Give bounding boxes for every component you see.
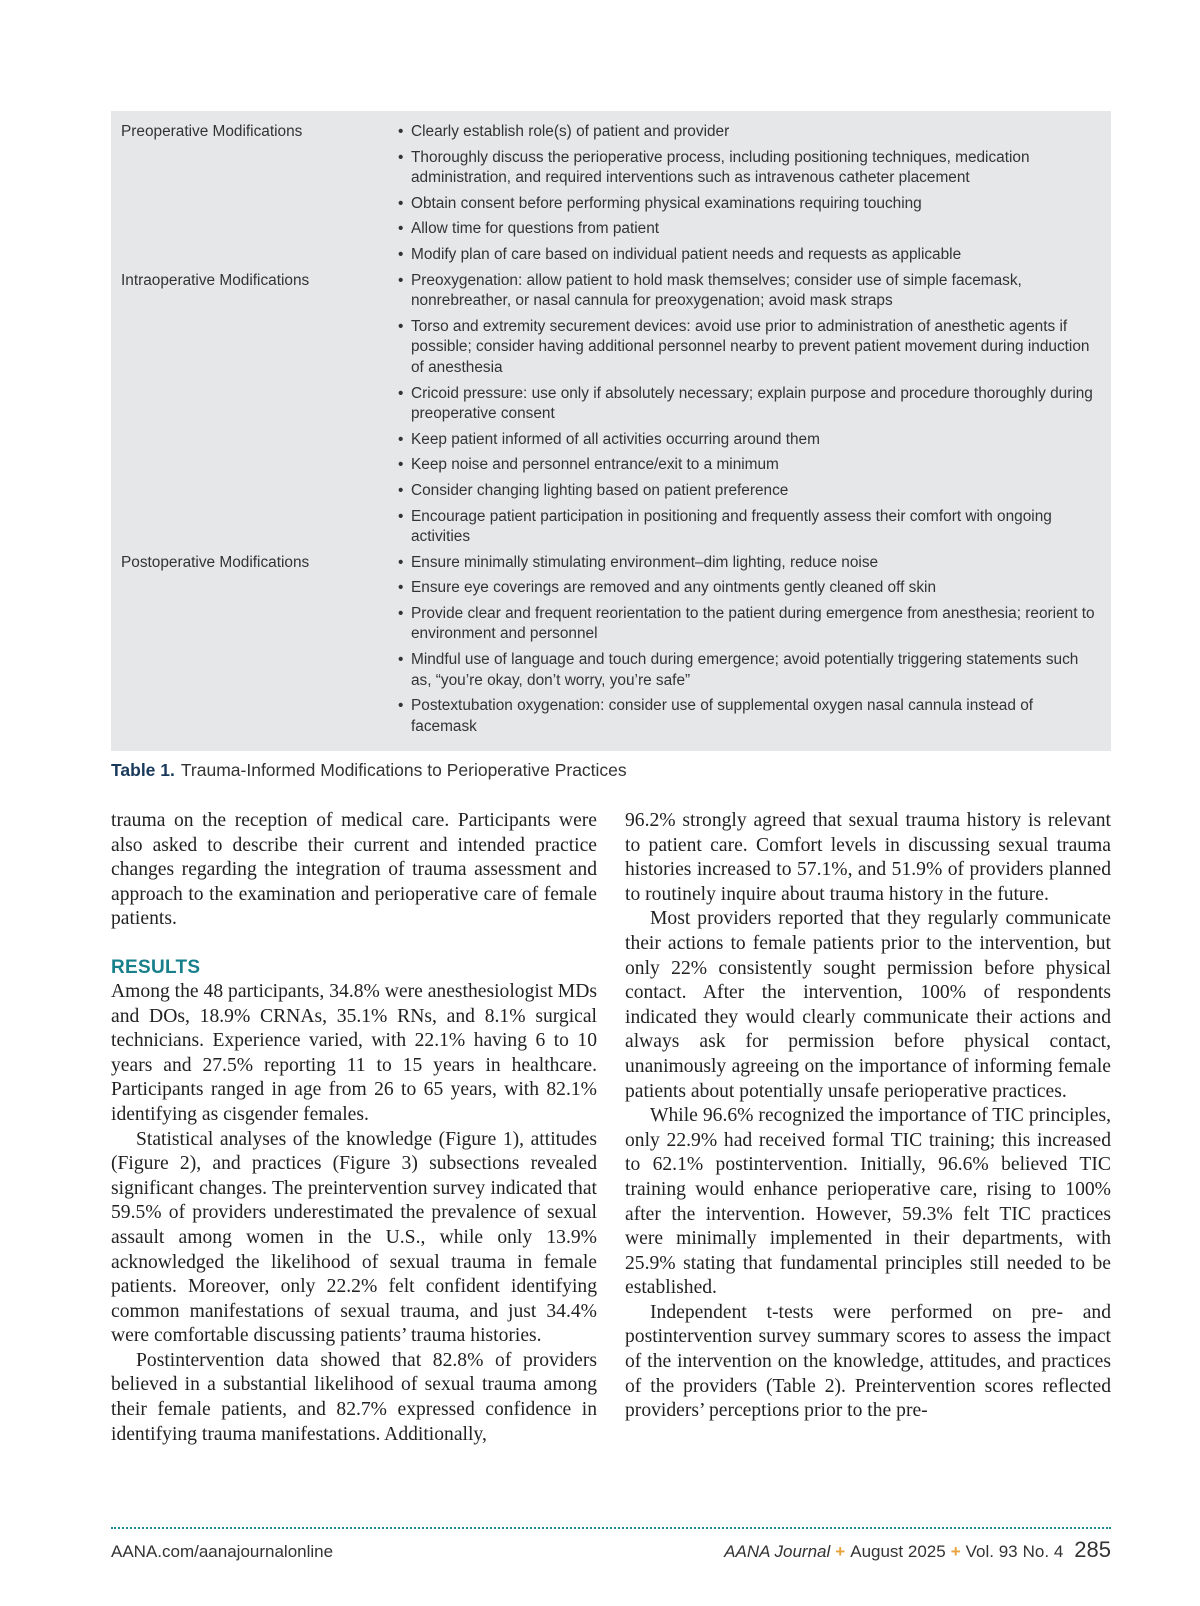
table-item: • Cricoid pressure: use only if absolutely necessary; explain purpose and procedure thoroughly during preoperative consent — [398, 384, 1093, 423]
table-item: • Thoroughly discuss the perioperative process, including positioning techniques, medication administration, and required interventions such as intravenous catheter placement — [398, 148, 1030, 187]
modifications-table — [111, 111, 1111, 751]
paragraph: Among the 48 participants, 34.8% were anesthesiologist MDs and DOs, 18.9% CRNAs, 35.1% RNs, and 8.1% surgical technicians. Experience varied, with 22.1% having 6 to 10 years and 27.5% reporting 11 to 15 years in healthcare. Participants ranged in age from 26 to 65 years, with 82.1% identifying as cisgender females. — [111, 980, 597, 1125]
table-item: • Clearly establish role(s) of patient and provider — [398, 123, 730, 140]
table-section-intraoperative — [121, 268, 1101, 550]
table-item: • Keep noise and personnel entrance/exit to a minimum — [398, 456, 779, 474]
table-item: • Obtain consent before performing physical examinations requiring touching — [398, 194, 922, 212]
section-label: Postoperative Modifications — [121, 553, 310, 571]
paragraph: 96.2% strongly agreed that sexual trauma history is relevant to patient care. Comfort levels in discussing sexual trauma histories increased to 57.1%, and 51.9% of providers planned to routinely inquire about trauma history in the future. — [625, 810, 1111, 905]
table-item: • Postextubation oxygenation: consider use of supplemental oxygen nasal cannula instead of facemask — [398, 697, 1034, 735]
table-item: • Encourage patient participation in positioning and frequently assess their comfort with ongoing activities — [398, 507, 1052, 546]
table-item: • Provide clear and frequent reorientation to the patient during emergence from anesthesia; reorient to environment and personnel — [398, 604, 1095, 643]
paragraph: Most providers reported that they regularly communicate their actions to female patients prior to the intervention, but only 22% consistently sought permission before physical contact. After the intervention, 100% of respondents indicated they would clearly communicate their actions and always ask for permission before physical contact, unanimously agreeing on the importance of informing female patients about potentially unsafe perioperative practices. — [625, 908, 1111, 1102]
journal-name: AANA Journal — [724, 1542, 831, 1561]
paragraph: While 96.6% recognized the importance of TIC principles, only 22.9% had received formal TIC training; this increased to 62.1% postintervention. Initially, 96.6% believed TIC training would enhance perioperative care, rising to 100% after the intervention. However, 59.3% felt TIC practices were minimally implemented in their departments, with 25.9% stating that fundamental principles still needed to be established. — [625, 1105, 1111, 1299]
volume: Vol. 93 — [965, 1542, 1018, 1561]
table-item: • Ensure minimally stimulating environment–dim lighting, reduce noise — [398, 553, 879, 571]
table-item: • Modify plan of care based on individual patient needs and requests as applicable — [398, 245, 962, 263]
table-item: • Allow time for questions from patient — [398, 220, 660, 238]
table-item: • Torso and extremity securement devices: avoid use prior to administration of anesthetic agents if possible; consider having additional personnel nearby to prevent patient movement during induction of anesthesia — [398, 317, 1090, 376]
caption-text: Trauma-Informed Modifications to Perioperative Practices — [180, 760, 627, 780]
left-column — [111, 809, 597, 1447]
section-label: Intraoperative Modifications — [121, 271, 310, 289]
right-column — [625, 809, 1111, 1424]
paragraph: trauma on the reception of medical care. Participants were also asked to describe their current and intended practice changes regarding the integration of trauma assessment and approach to the examination and perioperative care of female patients. — [111, 810, 597, 930]
issue-info — [724, 1537, 1111, 1563]
paragraph: Independent t-tests were performed on pre- and postintervention survey summary scores to assess the impact of the intervention on the knowledge, attitudes, and practices of the providers (Table 2). Preintervention scores reflected providers’ perceptions prior to the pre- — [625, 1301, 1111, 1422]
page-footer — [111, 1537, 1111, 1567]
page-number: 285 — [1074, 1537, 1111, 1562]
issue-date: August 2025 — [850, 1542, 946, 1561]
section-label: Preoperative Modifications — [121, 123, 303, 140]
issue-number: No. 4 — [1022, 1542, 1064, 1561]
plus-icon: + — [950, 1542, 961, 1561]
paragraph: Statistical analyses of the knowledge (Figure 1), attitudes (Figure 2), and practices (Figure 3) subsections revealed significant changes. The preintervention survey indicated that 59.5% of providers underestimated the prevalence of sexual assault among women in the U.S., while only 13.9% acknowledged the likelihood of sexual trauma in female patients. Moreover, only 22.2% felt confident identifying common manifestations of sexual trauma, and just 34.4% were comfortable discussing patients’ trauma histories. — [111, 1128, 597, 1347]
footer-divider — [111, 1527, 1111, 1529]
table-item: • Ensure eye coverings are removed and any ointments gently cleaned off skin — [398, 579, 937, 597]
journal-website-link[interactable]: AANA.com/aanajournalonline — [111, 1542, 334, 1561]
results-heading: RESULTS — [111, 956, 201, 978]
plus-icon: + — [835, 1542, 846, 1561]
table-item: • Consider changing lighting based on patient preference — [398, 481, 789, 499]
table-item: • Preoxygenation: allow patient to hold mask themselves; consider use of simple facemask, nonrebreather, or nasal cannula for preoxygenation; avoid mask straps — [398, 271, 1022, 310]
caption-label: Table 1. — [111, 760, 175, 780]
table-item: • Keep patient informed of all activities occurring around them — [398, 430, 820, 448]
table-item: • Mindful use of language and touch during emergence; avoid potentially triggering statements such as, “you’re okay, don’t worry, you’re safe” — [398, 651, 1079, 689]
table-section-postoperative — [121, 550, 1101, 740]
table-caption — [111, 760, 627, 781]
paragraph: Postintervention data showed that 82.8% of providers believed in a substantial likelihood of sexual trauma among their female patients, and 82.7% expressed confidence in identifying trauma manifestations. Additionally, — [111, 1349, 597, 1445]
table-section-preoperative — [121, 119, 1101, 268]
